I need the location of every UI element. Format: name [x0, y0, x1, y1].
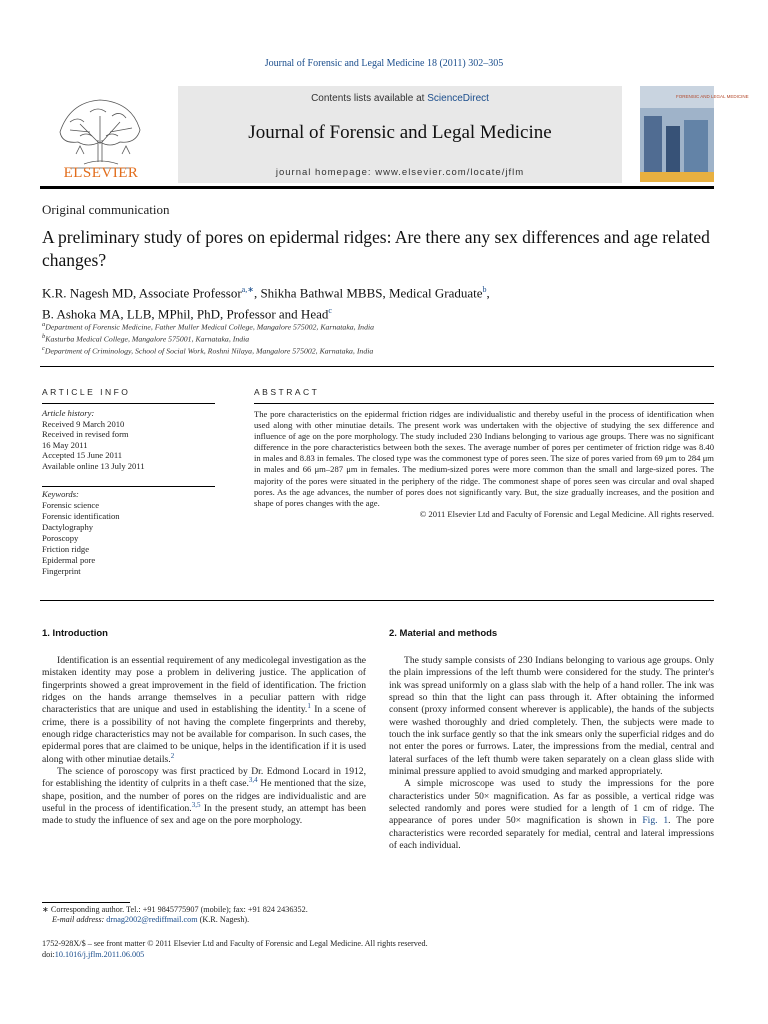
- history-item: 16 May 2011: [42, 439, 88, 450]
- issn-doi-block: [42, 939, 542, 960]
- affiliation-c: [42, 345, 373, 356]
- citation-ref[interactable]: 2: [170, 751, 175, 760]
- journal-cover-image: [640, 86, 749, 182]
- doi-prefix: doi:: [42, 949, 55, 959]
- affiliation-mark: c: [42, 345, 45, 352]
- citation-ref[interactable]: 3,4: [248, 776, 258, 785]
- abstract-rule: [254, 403, 714, 404]
- homepage-link[interactable]: www.elsevier.com/locate/jflm: [375, 167, 525, 178]
- intro-column: [42, 655, 366, 828]
- keyword-item: Forensic science: [42, 500, 100, 510]
- keyword-item: Dactylography: [42, 522, 94, 532]
- contents-line: [178, 93, 622, 104]
- figure-link[interactable]: Fig. 1: [642, 815, 669, 827]
- author-list: [42, 281, 722, 324]
- methods-column: [389, 655, 714, 853]
- article-info-rule: [42, 403, 215, 404]
- sciencedirect-link[interactable]: ScienceDirect: [427, 93, 489, 104]
- email-label: E-mail address:: [52, 915, 107, 925]
- keyword-item: Forensic identification: [42, 511, 120, 521]
- author-separator: ,: [486, 285, 490, 301]
- author-name: K.R. Nagesh MD, Associate Professor: [42, 285, 242, 301]
- homepage-prefix: journal homepage:: [275, 167, 376, 178]
- footnote-mark: ∗: [42, 905, 49, 914]
- author-affiliation-mark[interactable]: a,∗: [241, 285, 254, 294]
- citation-ref[interactable]: 3,5: [191, 800, 201, 809]
- keyword-item: Fingerprint: [42, 566, 81, 576]
- email-link[interactable]: drnag2002@rediffmail.com: [106, 915, 198, 925]
- methods-text: A simple microscope was used to study the impressions for the pore characteristics under 50× magnification. As far as possible, a vertical ridge was selected randomly and pores were studied for a length of 1 cm of ridge. The appearance of pores under 50× magnification is shown in: [389, 778, 714, 827]
- author-affiliation-mark[interactable]: b: [482, 285, 487, 294]
- doi-link[interactable]: 10.1016/j.jflm.2011.06.005: [54, 949, 145, 959]
- intro-heading: 1. Introduction: [42, 628, 108, 639]
- intro-paragraph-2: [42, 766, 366, 828]
- journal-title: Journal of Forensic and Legal Medicine: [248, 122, 552, 143]
- article-type: Original communication: [42, 202, 170, 217]
- cover-title: FORENSIC AND LEGAL MEDICINE: [676, 94, 749, 99]
- article-history: [42, 408, 215, 472]
- intro-text: The science of poroscopy was first practiced by Dr. Edmond Locard in 1912, for establishing the identity of culprits in a theft case.: [42, 766, 366, 790]
- intro-text: Identification is an essential requirement of any medicolegal investigation as the mistaken identity may pose a problem in delivering justice. The application of fingerprints showed a great improvement in the field of identification. The friction ridges on the hands arrange themselves in a peculiar pattern with ridge characteristics that are unique and used in establishing the identity.: [42, 655, 366, 716]
- history-label: Article history:: [42, 408, 95, 418]
- author-affiliation-mark[interactable]: c: [328, 306, 332, 316]
- history-item: Accepted 15 June 2011: [42, 450, 123, 461]
- keyword-item: Poroscopy: [42, 533, 79, 543]
- methods-paragraph-1: The study sample consists of 230 Indians belonging to various age groups. Only the plain impressions of the left thumb were considered for the study. The printer's ink was spread uniformly on a glass slab with the help of a hand roller. The ink was spread so thin that the light can pass through it. After obtaining the informed consent (proxy informed consent wherever is applicable), the hands of the subjects were washed thoroughly and dried completely. Then, the subjects were made to touch the ink surface gently so that the ink smears only the superficial ridges and do not enter the pores or furrows. Later, the impressions from the medial, central and lateral surfaces of the left thumb were taken separately on a clean glass slide with minimal pressure applied to avoid smudging and marked appropriately.: [389, 655, 714, 778]
- affiliation-mark: a: [42, 321, 46, 328]
- intro-text: In a scene of crime, there is a possibility of not having the complete fingerprints and thereby, enough ridge characteristics may not be available for comparison. In such cases, the epidermal pores that are claimed to be unique, helps in the identification if it is used along with other minutiae details.: [42, 704, 367, 765]
- footnote-text: Corresponding author. Tel.: +91 9845775907 (mobile); fax: +91 824 2436352.: [48, 905, 308, 914]
- keyword-item: Epidermal pore: [42, 555, 96, 565]
- corresponding-author-footnote: [42, 905, 372, 926]
- journal-citation: Journal of Forensic and Legal Medicine 18 (2011) 302–305: [264, 58, 504, 69]
- history-item: Available online 13 July 2011: [42, 460, 145, 471]
- issn-line: 1752-928X/$ – see front matter © 2011 Elsevier Ltd and Faculty of Forensic and Legal Medicine. All rights reserved.: [42, 939, 428, 948]
- affiliation-text: Department of Criminology, School of Social Work, Roshni Nilaya, Mangalore 575002, Karnataka, India: [44, 346, 374, 356]
- journal-homepage: [178, 167, 622, 178]
- article-title: A preliminary study of pores on epidermal ridges: Are there any sex differences and age related changes?: [42, 227, 710, 270]
- author-name: Shikha Bathwal MBBS, Medical Graduate: [260, 285, 483, 301]
- email-suffix: (K.R. Nagesh).: [197, 915, 250, 925]
- history-item: Received 9 March 2010: [42, 418, 125, 429]
- methods-paragraph-2: [389, 778, 714, 852]
- intro-paragraph-1: [42, 655, 366, 766]
- author-name: B. Ashoka MA, LLB, MPhil, PhD, Professor and Head: [42, 306, 329, 322]
- intro-text: In the present study, an attempt has been made to study the influence of sex and age on the pore morphology.: [42, 803, 366, 827]
- contents-prefix: Contents lists available at: [311, 93, 428, 104]
- frontmatter-rule: [40, 366, 714, 367]
- keywords: [42, 489, 215, 577]
- affiliation-b: [42, 333, 249, 344]
- affiliation-text: Department of Forensic Medicine, Father Muller Medical College, Mangalore 575002, Karnataka, India: [45, 322, 375, 332]
- article-info-heading: ARTICLE INFO: [42, 387, 131, 397]
- methods-heading: 2. Material and methods: [389, 628, 498, 639]
- history-item: Received in revised form: [42, 429, 129, 440]
- methods-text: . The pore characteristics were recorded separately for medial, central and lateral impressions of each individual.: [389, 815, 714, 852]
- abstract-heading: ABSTRACT: [254, 387, 320, 397]
- footnote-rule: [42, 902, 130, 903]
- keywords-rule: [42, 486, 215, 487]
- author-separator: ,: [253, 285, 261, 301]
- citation-ref[interactable]: 1: [307, 702, 311, 711]
- header-rule-thick: [40, 186, 714, 189]
- abstract-text: The pore characteristics on the epidermal friction ridges are individualistic and thereby useful in the process of identification when used along with other minutiae details. The present work was undertaken with the objective of studying the sex difference and influence of age on the pore morphology. The study included 230 Indians belonging to various age groups. There was no significant difference in the pore characteristics between both the sexes. The average number of pores per centimeter of friction ridge was 8.40 in males and 8.83 in females. The closed type was the commonest type of pores seen. The size of pores varied from 69 μm to 284 μm in males and 66 μm–287 μm in females. The medium-sized pores were more common than the small and large-sized pores. The majority of the pores were situated in the periphery of the ridge. The commonest shape of pores seen was circular and oval shaped pores. As the age advances, the number of pores does not significantly vary. But, the size gradually increases, and the position and shape of pores changes with the age.: [254, 409, 714, 508]
- abstract-body: [254, 409, 714, 520]
- keywords-label: Keywords:: [42, 489, 79, 499]
- affiliation-text: Kasturba Medical College, Mangalore 575001, Karnataka, India: [45, 334, 250, 344]
- abstract-bottom-rule: [40, 600, 714, 601]
- affiliation-a: [42, 321, 374, 332]
- affiliation-mark: b: [42, 333, 46, 340]
- publisher-logo-text: ELSEVIER: [63, 165, 139, 181]
- keyword-item: Friction ridge: [42, 544, 90, 554]
- intro-text: He mentioned that the size, shape, position, and the number of pores on the ridges are individualistic and are useful in the process of identification.: [42, 778, 366, 815]
- abstract-copyright: © 2011 Elsevier Ltd and Faculty of Forensic and Legal Medicine. All rights reserved.: [419, 508, 714, 519]
